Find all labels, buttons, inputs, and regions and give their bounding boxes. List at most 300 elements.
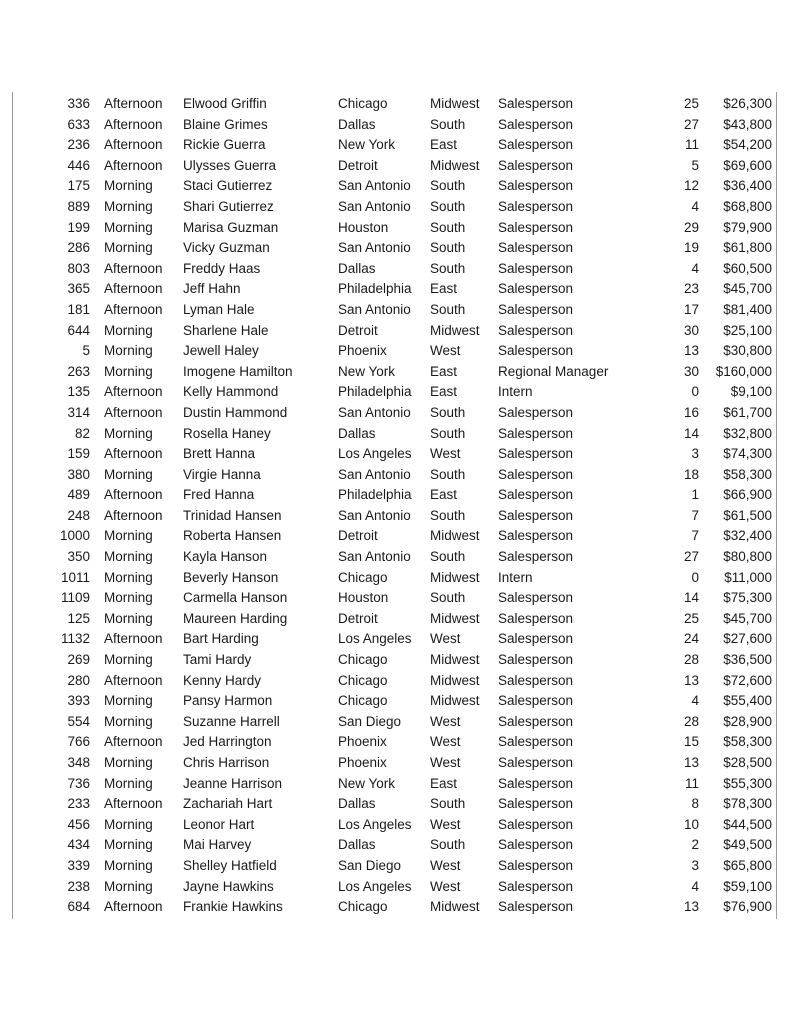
city-cell: Houston [338, 590, 389, 606]
region-cell: Midwest [430, 899, 480, 915]
salary-cell: $9,100 [730, 384, 772, 400]
salary-cell: $79,900 [723, 219, 772, 235]
title-cell: Salesperson [498, 404, 574, 420]
region-cell: Midwest [430, 322, 480, 338]
employee-id-cell: 175 [67, 178, 90, 194]
years-cell: 4 [691, 260, 699, 276]
employee-id-cell: 286 [67, 240, 90, 256]
city-cell: Philadelphia [338, 281, 412, 297]
city-cell: Phoenix [338, 755, 387, 770]
title-cell: Intern [498, 384, 533, 400]
name-cell: Freddy Haas [183, 260, 261, 276]
region-cell: South [430, 198, 466, 214]
shift-cell: Afternoon [104, 384, 163, 400]
salary-cell: $43,800 [723, 116, 772, 132]
title-cell: Salesperson [498, 878, 574, 894]
table-row [0, 485, 791, 506]
years-cell: 7 [691, 528, 699, 544]
region-cell: South [430, 466, 466, 482]
employee-id-cell: 181 [67, 301, 90, 317]
city-cell: Chicago [338, 672, 388, 688]
shift-cell: Morning [104, 878, 153, 894]
salary-cell: $32,800 [723, 425, 772, 441]
table-row [0, 671, 791, 692]
name-cell: Roberta Hansen [183, 528, 282, 544]
salary-cell: $59,100 [723, 878, 772, 894]
title-cell: Salesperson [498, 322, 574, 338]
title-cell: Salesperson [498, 425, 574, 441]
employee-id-cell: 280 [67, 672, 90, 688]
salary-cell: $36,400 [723, 178, 772, 194]
name-cell: Blaine Grimes [183, 116, 268, 132]
table-row [0, 506, 791, 527]
table-row [0, 732, 791, 753]
shift-cell: Afternoon [104, 796, 163, 812]
table-row [0, 135, 791, 156]
region-cell: East [430, 775, 458, 791]
name-cell: Virgie Hanna [183, 466, 261, 482]
name-cell: Suzanne Harrell [183, 713, 280, 729]
city-cell: San Antonio [338, 301, 411, 317]
shift-cell: Afternoon [104, 672, 163, 688]
region-cell: Midwest [430, 157, 480, 173]
shift-cell: Morning [104, 549, 153, 565]
city-cell: Chicago [338, 569, 388, 585]
shift-cell: Morning [104, 652, 153, 668]
employee-id-cell: 766 [67, 734, 90, 750]
name-cell: Rickie Guerra [183, 137, 266, 153]
city-cell: New York [338, 775, 396, 791]
table-row [0, 877, 791, 898]
shift-cell: Morning [104, 363, 153, 379]
name-cell: Vicky Guzman [183, 240, 270, 256]
name-cell: Rosella Haney [183, 425, 271, 441]
table-row [0, 629, 791, 650]
shift-cell: Morning [104, 528, 153, 544]
shift-cell: Afternoon [104, 137, 163, 153]
employee-id-cell: 236 [67, 137, 90, 153]
city-cell: San Antonio [338, 178, 411, 194]
table-row [0, 279, 791, 300]
shift-cell: Afternoon [104, 301, 163, 317]
shift-cell: Morning [104, 198, 153, 214]
table-row [0, 424, 791, 445]
years-cell: 11 [684, 775, 699, 791]
title-cell: Salesperson [498, 219, 574, 235]
shift-cell: Morning [104, 219, 153, 235]
title-cell: Salesperson [498, 178, 574, 194]
name-cell: Kenny Hardy [183, 672, 262, 688]
table-row [0, 609, 791, 630]
city-cell: Detroit [338, 528, 378, 544]
name-cell: Bart Harding [183, 631, 259, 647]
shift-cell: Morning [104, 466, 153, 482]
title-cell: Salesperson [498, 796, 574, 812]
city-cell: Phoenix [338, 343, 387, 359]
name-cell: Chris Harrison [183, 755, 270, 770]
table-row [0, 300, 791, 321]
shift-cell: Afternoon [104, 734, 163, 750]
employee-id-cell: 633 [67, 116, 90, 132]
years-cell: 13 [683, 672, 699, 688]
salary-cell: $72,600 [723, 672, 772, 688]
title-cell: Salesperson [498, 466, 574, 482]
city-cell: San Antonio [338, 198, 411, 214]
years-cell: 5 [691, 157, 699, 173]
salary-cell: $28,500 [723, 755, 772, 770]
city-cell: Detroit [338, 322, 378, 338]
title-cell: Salesperson [498, 816, 574, 832]
region-cell: West [430, 816, 461, 832]
shift-cell: Morning [104, 322, 153, 338]
table-row [0, 156, 791, 177]
table-row [0, 403, 791, 424]
salary-cell: $45,700 [723, 610, 772, 626]
title-cell: Salesperson [498, 301, 574, 317]
region-cell: West [430, 734, 461, 750]
years-cell: 27 [683, 116, 699, 132]
table-row [0, 588, 791, 609]
salary-cell: $74,300 [723, 446, 772, 462]
city-cell: Los Angeles [338, 878, 412, 894]
region-cell: South [430, 219, 466, 235]
city-cell: Dallas [338, 260, 376, 276]
years-cell: 29 [683, 219, 699, 235]
table-row [0, 691, 791, 712]
region-cell: South [430, 301, 466, 317]
years-cell: 3 [691, 446, 699, 462]
title-cell: Salesperson [498, 549, 574, 565]
title-cell: Salesperson [498, 837, 574, 853]
region-cell: Midwest [430, 693, 480, 709]
salary-cell: $61,800 [723, 240, 772, 256]
city-cell: San Diego [338, 857, 402, 873]
city-cell: Los Angeles [338, 816, 412, 832]
region-cell: South [430, 796, 466, 812]
employee-id-cell: 393 [67, 693, 90, 709]
employee-id-cell: 125 [67, 610, 90, 626]
city-cell: Dallas [338, 796, 376, 812]
name-cell: Jeanne Harrison [183, 775, 283, 791]
region-cell: West [430, 446, 461, 462]
title-cell: Salesperson [498, 631, 574, 647]
employee-id-cell: 803 [67, 260, 90, 276]
city-cell: San Antonio [338, 507, 411, 523]
table-row [0, 444, 791, 465]
salary-cell: $66,900 [723, 487, 772, 503]
name-cell: Zachariah Hart [183, 796, 273, 812]
region-cell: East [430, 137, 458, 153]
name-cell: Kayla Hanson [183, 549, 268, 565]
title-cell: Salesperson [498, 157, 574, 173]
salary-cell: $45,700 [723, 281, 772, 297]
table-row [0, 650, 791, 671]
city-cell: San Diego [338, 713, 402, 729]
table-row [0, 753, 791, 774]
city-cell: Los Angeles [338, 631, 412, 647]
years-cell: 8 [691, 796, 699, 812]
shift-cell: Afternoon [104, 507, 163, 523]
table-row [0, 465, 791, 486]
city-cell: New York [338, 137, 396, 153]
region-cell: East [430, 281, 458, 297]
years-cell: 23 [683, 281, 699, 297]
region-cell: South [430, 837, 466, 853]
years-cell: 15 [683, 734, 699, 750]
employee-id-cell: 365 [67, 281, 90, 297]
title-cell: Salesperson [498, 713, 574, 729]
region-cell: West [430, 631, 461, 647]
title-cell: Salesperson [498, 899, 574, 915]
region-cell: East [430, 363, 458, 379]
salary-cell: $44,500 [723, 816, 772, 832]
city-cell: Philadelphia [338, 487, 412, 503]
city-cell: Detroit [338, 157, 378, 173]
salary-cell: $65,800 [723, 857, 772, 873]
title-cell: Salesperson [498, 240, 574, 256]
employee-id-cell: 159 [67, 446, 90, 462]
employee-id-cell: 456 [67, 816, 90, 832]
title-cell: Salesperson [498, 343, 574, 359]
years-cell: 12 [683, 178, 699, 194]
employee-table [0, 94, 791, 918]
table-row [0, 835, 791, 856]
region-cell: Midwest [430, 672, 480, 688]
salary-cell: $25,100 [723, 322, 772, 338]
years-cell: 0 [691, 569, 699, 585]
region-cell: East [430, 384, 458, 400]
name-cell: Marisa Guzman [183, 219, 279, 235]
name-cell: Sharlene Hale [183, 322, 269, 338]
shift-cell: Morning [104, 240, 153, 256]
employee-id-cell: 889 [67, 198, 90, 214]
region-cell: Midwest [430, 652, 480, 668]
city-cell: Los Angeles [338, 446, 412, 462]
salary-cell: $61,700 [723, 404, 772, 420]
shift-cell: Afternoon [104, 281, 163, 297]
table-row [0, 238, 791, 259]
years-cell: 24 [683, 631, 699, 647]
salary-cell: $49,500 [723, 837, 772, 853]
employee-id-cell: 1109 [60, 590, 90, 606]
city-cell: San Antonio [338, 466, 411, 482]
title-cell: Salesperson [498, 507, 574, 523]
shift-cell: Morning [104, 775, 153, 791]
salary-cell: $11,000 [724, 569, 772, 585]
title-cell: Regional Manager [498, 363, 609, 379]
employee-id-cell: 1000 [59, 528, 90, 544]
years-cell: 25 [683, 610, 699, 626]
salary-cell: $26,300 [723, 96, 772, 111]
region-cell: South [430, 507, 466, 523]
years-cell: 1 [691, 487, 699, 503]
salary-cell: $69,600 [723, 157, 772, 173]
region-cell: West [430, 878, 461, 894]
title-cell: Salesperson [498, 198, 574, 214]
shift-cell: Afternoon [104, 899, 163, 915]
years-cell: 13 [683, 343, 699, 359]
name-cell: Leonor Hart [183, 816, 255, 832]
shift-cell: Afternoon [104, 116, 163, 132]
title-cell: Salesperson [498, 96, 574, 111]
table-row [0, 176, 791, 197]
region-cell: South [430, 404, 466, 420]
name-cell: Mai Harvey [183, 837, 252, 853]
name-cell: Shelley Hatfield [183, 857, 277, 873]
employee-id-cell: 1132 [60, 631, 90, 647]
shift-cell: Morning [104, 590, 153, 606]
name-cell: Kelly Hammond [183, 384, 279, 400]
years-cell: 28 [683, 652, 699, 668]
employee-id-cell: 554 [67, 713, 90, 729]
salary-cell: $27,600 [723, 631, 772, 647]
employee-id-cell: 269 [67, 652, 90, 668]
title-cell: Salesperson [498, 528, 574, 544]
employee-id-cell: 736 [67, 775, 90, 791]
years-cell: 10 [683, 816, 699, 832]
shift-cell: Morning [104, 569, 153, 585]
title-cell: Salesperson [498, 755, 574, 770]
years-cell: 4 [691, 878, 699, 894]
employee-id-cell: 434 [67, 837, 90, 853]
employee-id-cell: 336 [67, 96, 90, 111]
title-cell: Salesperson [498, 775, 574, 791]
name-cell: Shari Gutierrez [183, 198, 274, 214]
title-cell: Salesperson [498, 857, 574, 873]
employee-id-cell: 82 [74, 425, 90, 441]
shift-cell: Afternoon [104, 260, 163, 276]
city-cell: Dallas [338, 837, 376, 853]
years-cell: 18 [683, 466, 699, 482]
years-cell: 25 [683, 96, 699, 111]
salary-cell: $81,400 [723, 301, 772, 317]
shift-cell: Morning [104, 837, 153, 853]
table-row [0, 794, 791, 815]
salary-cell: $68,800 [723, 198, 772, 214]
region-cell: Midwest [430, 610, 480, 626]
city-cell: Chicago [338, 693, 388, 709]
region-cell: West [430, 755, 461, 770]
city-cell: San Antonio [338, 549, 411, 565]
table-row [0, 526, 791, 547]
salary-cell: $75,300 [723, 590, 772, 606]
employee-id-cell: 135 [67, 384, 90, 400]
shift-cell: Morning [104, 755, 153, 770]
name-cell: Brett Hanna [183, 446, 256, 462]
table-row [0, 115, 791, 136]
name-cell: Imogene Hamilton [183, 363, 293, 379]
years-cell: 13 [683, 899, 699, 915]
shift-cell: Morning [104, 425, 153, 441]
region-cell: South [430, 260, 466, 276]
years-cell: 7 [691, 507, 699, 523]
salary-cell: $78,300 [723, 796, 772, 812]
employee-id-cell: 5 [82, 343, 90, 359]
city-cell: Chicago [338, 899, 388, 915]
employee-id-cell: 380 [67, 466, 90, 482]
years-cell: 3 [691, 857, 699, 873]
years-cell: 27 [683, 549, 699, 565]
employee-id-cell: 446 [67, 157, 90, 173]
employee-id-cell: 199 [67, 219, 90, 235]
years-cell: 30 [683, 322, 699, 338]
name-cell: Tami Hardy [183, 652, 252, 668]
table-row [0, 218, 791, 239]
table-row [0, 94, 791, 115]
city-cell: Chicago [338, 96, 388, 111]
name-cell: Trinidad Hansen [183, 507, 282, 523]
title-cell: Salesperson [498, 281, 574, 297]
table-row [0, 712, 791, 733]
table-row [0, 259, 791, 280]
region-cell: East [430, 487, 458, 503]
table-row [0, 774, 791, 795]
shift-cell: Afternoon [104, 157, 163, 173]
salary-cell: $61,500 [723, 507, 772, 523]
years-cell: 30 [683, 363, 699, 379]
title-cell: Salesperson [498, 487, 574, 503]
shift-cell: Morning [104, 857, 153, 873]
shift-cell: Afternoon [104, 487, 163, 503]
name-cell: Pansy Harmon [183, 693, 273, 709]
name-cell: Maureen Harding [183, 610, 288, 626]
shift-cell: Afternoon [104, 96, 163, 111]
years-cell: 13 [683, 755, 699, 770]
salary-cell: $55,300 [723, 775, 772, 791]
name-cell: Jewell Haley [183, 343, 259, 359]
table-row [0, 341, 791, 362]
region-cell: South [430, 178, 466, 194]
salary-cell: $58,300 [723, 466, 772, 482]
shift-cell: Morning [104, 610, 153, 626]
title-cell: Salesperson [498, 137, 574, 153]
shift-cell: Afternoon [104, 631, 163, 647]
title-cell: Salesperson [498, 590, 574, 606]
shift-cell: Morning [104, 343, 153, 359]
name-cell: Frankie Hawkins [183, 899, 283, 915]
employee-id-cell: 350 [67, 549, 90, 565]
salary-cell: $54,200 [723, 137, 772, 153]
name-cell: Dustin Hammond [183, 404, 288, 420]
salary-cell: $30,800 [723, 343, 772, 359]
city-cell: San Antonio [338, 404, 411, 420]
shift-cell: Morning [104, 713, 153, 729]
city-cell: Chicago [338, 652, 388, 668]
employee-id-cell: 1011 [60, 569, 90, 585]
salary-cell: $80,800 [723, 549, 772, 565]
salary-cell: $160,000 [715, 363, 772, 379]
name-cell: Lyman Hale [183, 301, 255, 317]
title-cell: Salesperson [498, 672, 574, 688]
city-cell: Phoenix [338, 734, 387, 750]
shift-cell: Morning [104, 816, 153, 832]
years-cell: 2 [691, 837, 699, 853]
city-cell: San Antonio [338, 240, 411, 256]
table-row [0, 321, 791, 342]
salary-cell: $76,900 [723, 899, 772, 915]
table-row [0, 815, 791, 836]
years-cell: 19 [683, 240, 699, 256]
region-cell: Midwest [430, 569, 480, 585]
shift-cell: Afternoon [104, 404, 163, 420]
table-row [0, 362, 791, 383]
employee-id-cell: 233 [67, 796, 90, 812]
city-cell: Philadelphia [338, 384, 412, 400]
shift-cell: Morning [104, 693, 153, 709]
region-cell: South [430, 549, 466, 565]
name-cell: Ulysses Guerra [183, 157, 277, 173]
region-cell: South [430, 425, 466, 441]
